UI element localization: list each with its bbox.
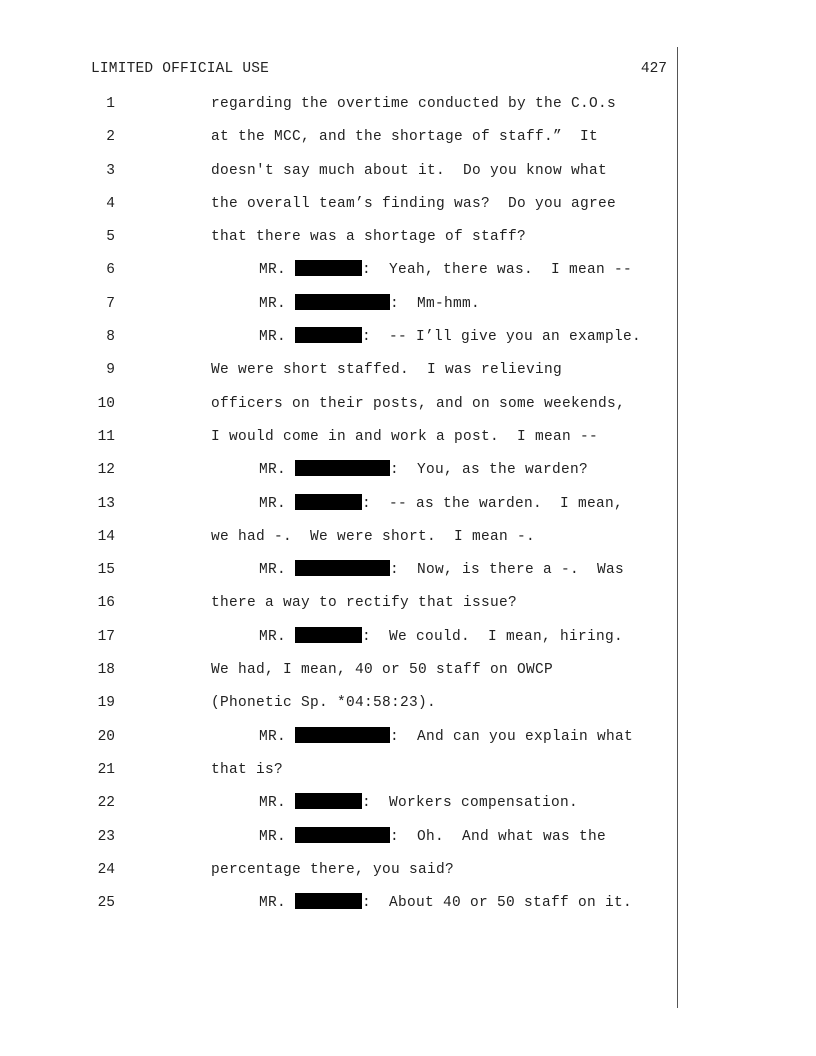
line-text [259,460,588,480]
line-text: I would come in and work a post. I mean -- [211,428,599,445]
redaction-box [295,827,390,843]
redaction-box [295,460,390,476]
transcript-line [0,793,676,826]
line-text: (Phonetic Sp. *04:58:23). [211,695,437,712]
transcript-line [0,94,676,127]
classification-header: LIMITED OFFICIAL USE [91,61,270,77]
line-text [259,627,623,647]
margin-rule [677,47,678,1008]
line-number: 6 [106,262,115,279]
transcript-line [0,494,676,527]
transcript-line [0,527,676,560]
line-number: 24 [97,861,115,878]
line-text [259,294,480,314]
transcript-line [0,260,676,293]
transcript-line [0,627,676,660]
line-number: 15 [97,562,115,579]
line-number: 1 [106,96,115,112]
line-number: 21 [97,761,115,778]
transcript-line [0,194,676,227]
speech-text: : -- as the warden. I mean, [362,495,624,512]
line-text: that there was a shortage of staff? [211,229,527,246]
line-number: 23 [97,828,115,845]
transcript-line [0,727,676,760]
line-number: 11 [97,428,115,445]
line-text: doesn't say much about it. Do you know what [211,162,608,179]
redaction-box [295,893,362,909]
redaction-box [295,494,362,510]
redaction-box [295,260,362,276]
redaction-box [295,560,390,576]
line-text: We had, I mean, 40 or 50 staff on OWCP [211,662,554,679]
speech-text: : About 40 or 50 staff on it. [362,895,633,912]
speech-text: : And can you explain what [390,728,634,745]
line-text: there a way to rectify that issue? [211,595,518,612]
line-number: 10 [97,395,115,412]
line-text: we had -. We were short. I mean -. [211,528,536,545]
line-number: 9 [106,362,115,379]
line-number: 12 [97,462,115,479]
speaker-prefix: MR. [259,562,296,579]
line-text: percentage there, you said? [211,861,455,878]
speaker-prefix: MR. [259,295,296,312]
line-number: 25 [97,895,115,912]
transcript-line [0,660,676,693]
transcript-line [0,693,676,726]
line-number: 2 [106,129,115,146]
line-number: 18 [97,662,115,679]
line-text: that is? [211,761,284,778]
speech-text: : Oh. And what was the [390,828,607,845]
speaker-prefix: MR. [259,795,296,812]
speaker-prefix: MR. [259,728,296,745]
line-text: officers on their posts, and on some weekends, [211,395,626,412]
line-number: 20 [97,728,115,745]
speaker-prefix: MR. [259,495,296,512]
speaker-prefix: MR. [259,462,296,479]
line-number: 8 [106,329,115,346]
transcript-line [0,227,676,260]
speech-text: : Workers compensation. [362,795,579,812]
speech-text: : We could. I mean, hiring. [362,628,624,645]
line-number: 14 [97,528,115,545]
transcript-line [0,593,676,626]
line-text [259,260,632,280]
redaction-box [295,793,362,809]
speech-text: : Mm-hmm. [390,295,481,312]
line-text [259,793,578,813]
speaker-prefix: MR. [259,628,296,645]
transcript-line [0,460,676,493]
line-text [259,560,624,580]
line-text [259,727,633,747]
line-text: regarding the overtime conducted by the C.O.s [211,96,617,112]
transcript-line [0,427,676,460]
transcript-line [0,893,676,926]
transcript-line [0,327,676,360]
transcript-line [0,760,676,793]
line-number: 16 [97,595,115,612]
speaker-prefix: MR. [259,828,296,845]
speech-text: : -- I’ll give you an example. [362,329,642,346]
transcript-line [0,860,676,893]
transcript-lines [0,94,676,926]
transcript-line [0,127,676,160]
line-text [259,327,641,347]
speaker-prefix: MR. [259,329,296,346]
line-number: 13 [97,495,115,512]
line-text [259,494,623,514]
speech-text: : Now, is there a -. Was [390,562,625,579]
speaker-prefix: MR. [259,262,296,279]
line-number: 5 [106,229,115,246]
transcript-line [0,394,676,427]
transcript-line [0,827,676,860]
redaction-box [295,294,390,310]
line-text [259,893,632,913]
redaction-box [295,327,362,343]
line-text [259,827,606,847]
transcript-line [0,560,676,593]
line-text: at the MCC, and the shortage of staff.” It [211,129,599,146]
redaction-box [295,627,362,643]
transcript-line [0,294,676,327]
line-number: 17 [97,628,115,645]
line-number: 19 [97,695,115,712]
transcript-line [0,161,676,194]
line-number: 7 [106,295,115,312]
transcript-line [0,360,676,393]
redaction-box [295,727,390,743]
page-number: 427 [640,61,667,77]
speaker-prefix: MR. [259,895,296,912]
speech-text: : Yeah, there was. I mean -- [362,262,633,279]
line-number: 22 [97,795,115,812]
line-text: We were short staffed. I was relieving [211,362,563,379]
line-number: 3 [106,162,115,179]
line-number: 4 [106,195,115,212]
line-text: the overall team’s finding was? Do you agree [211,195,617,212]
speech-text: : You, as the warden? [390,462,589,479]
